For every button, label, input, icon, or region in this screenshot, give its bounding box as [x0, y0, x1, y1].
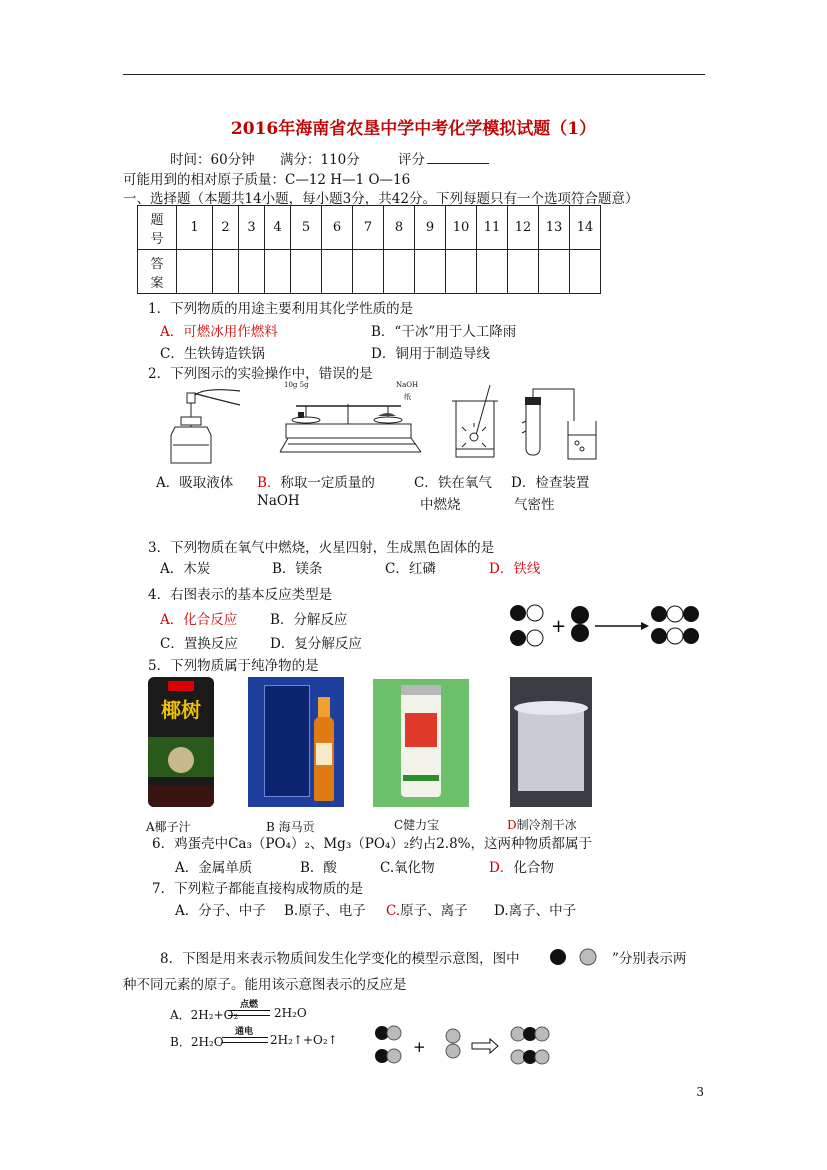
- q2-option-d-line2: 气密性: [514, 497, 555, 513]
- q5-option-c[interactable]: C健力宝: [394, 818, 440, 832]
- balance-naoh-label: NaOH: [396, 381, 419, 389]
- answer-cell[interactable]: [265, 250, 291, 294]
- q8-b-product: 2H₂↑+O₂↑: [270, 1033, 338, 1047]
- question-number: 4: [265, 206, 291, 250]
- q3-option-a[interactable]: A．木炭: [160, 561, 211, 577]
- q6-option-c[interactable]: C.氧化物: [380, 860, 435, 876]
- q2-option-d[interactable]: D．检查装置: [511, 475, 590, 491]
- q4-option-c[interactable]: C．置换反应: [160, 636, 238, 652]
- q8-b-equals: [222, 1037, 268, 1043]
- section-heading: 一、选择题（本题共14小题，每小题3分，共42分。下列每题只有一个选项符合题意）: [123, 191, 639, 207]
- q5-option-b[interactable]: B 海马贡: [266, 820, 315, 834]
- q5-stem: 5．下列物质属于纯净物的是: [148, 658, 319, 674]
- q8-stem-line1-end: ”分别表示两: [612, 951, 687, 967]
- question-number: 12: [508, 206, 539, 250]
- answer-cell[interactable]: [177, 250, 213, 294]
- q8-stem-line1: 8．下图是用来表示物质间发生化学变化的模型示意图，图中: [160, 951, 520, 967]
- answer-cell[interactable]: [539, 250, 570, 294]
- dropper-figure: [165, 383, 245, 468]
- q6-option-b[interactable]: B．酸: [300, 860, 337, 876]
- q6-stem: 6．鸡蛋壳中Ca₃（PO₄）₂、Mg₃（PO₄）₂约占2.8%，这两种物质都属于: [152, 836, 593, 852]
- answer-cell[interactable]: [384, 250, 415, 294]
- q3-option-c[interactable]: C．红磷: [385, 561, 436, 577]
- q7-option-b[interactable]: B.原子、电子: [284, 903, 366, 919]
- question-number: 6: [322, 206, 353, 250]
- question-number: 1: [177, 206, 213, 250]
- table-row-label: 题号: [138, 206, 177, 250]
- answer-cell[interactable]: [477, 250, 508, 294]
- haimagong-image: [248, 677, 344, 807]
- q1-option-b[interactable]: B．“干冰”用于人工降雨: [371, 324, 517, 340]
- answer-table: [137, 205, 601, 294]
- q5-option-a[interactable]: A椰子汁: [146, 820, 191, 834]
- q8-b-condition: 通电: [235, 1027, 254, 1037]
- header-rule: [123, 74, 705, 75]
- can-brand-text: 椰树: [161, 698, 201, 722]
- q1-option-d[interactable]: D．铜用于制造导线: [371, 346, 490, 362]
- q1-stem: 1．下列物质的用途主要利用其化学性质的是: [148, 301, 414, 317]
- page-title: 2016年海南省农垦中学中考化学模拟试题（1）: [230, 119, 597, 139]
- question-number: 8: [384, 206, 415, 250]
- airtightness-figure: [520, 385, 600, 463]
- q7-option-c[interactable]: C.原子、离子: [386, 903, 468, 919]
- answer-cell[interactable]: [446, 250, 477, 294]
- q8-option-b[interactable]: B．2H₂O: [170, 1035, 224, 1049]
- q4-option-b[interactable]: B．分解反应: [270, 612, 348, 628]
- answer-cell[interactable]: [508, 250, 539, 294]
- q8-a-equals: [228, 1010, 270, 1016]
- balance-weights-label: 10g 5g: [284, 381, 309, 389]
- q4-reaction-diagram: [508, 600, 703, 650]
- question-number: 11: [477, 206, 508, 250]
- answer-cell[interactable]: [291, 250, 322, 294]
- atomic-mass: 可能用到的相对原子质量：C—12 H—1 O—16: [123, 172, 411, 188]
- full-score: 满分：110分: [280, 152, 360, 168]
- q8-stem-line2: 种不同元素的原子。能用该示意图表示的反应是: [123, 977, 407, 993]
- q6-option-a[interactable]: A．金属单质: [175, 860, 253, 876]
- grade-blank[interactable]: [427, 163, 489, 164]
- q2-option-b-line2: NaOH: [257, 493, 300, 509]
- dry-ice-image: [510, 677, 592, 807]
- question-number: 3: [239, 206, 265, 250]
- svg-text:+: +: [551, 616, 567, 637]
- q3-option-b[interactable]: B．镁条: [272, 561, 323, 577]
- question-number: 13: [539, 206, 570, 250]
- table-row-label: 答案: [138, 250, 177, 294]
- page-number: 3: [696, 1085, 704, 1099]
- q2-stem: 2．下列图示的实验操作中，错误的是: [148, 366, 373, 382]
- balance-paper-label: 纸: [404, 393, 411, 401]
- q2-option-b[interactable]: B．称取一定质量的: [257, 475, 375, 491]
- answer-cell[interactable]: [213, 250, 239, 294]
- q6-option-d[interactable]: D．化合物: [489, 860, 554, 876]
- q8-a-condition: 点燃: [240, 1000, 259, 1010]
- exam-time: 时间：60分钟: [170, 152, 255, 168]
- question-number: 7: [353, 206, 384, 250]
- answer-cell[interactable]: [353, 250, 384, 294]
- answer-cell[interactable]: [415, 250, 446, 294]
- q1-option-a[interactable]: A．可燃冰用作燃料: [160, 324, 278, 340]
- q3-stem: 3．下列物质在氧气中燃烧，火星四射，生成黑色固体的是: [148, 540, 495, 556]
- question-number: 2: [213, 206, 239, 250]
- grade-label: 评分: [398, 152, 425, 168]
- q4-stem: 4．右图表示的基本反应类型是: [148, 587, 333, 603]
- iron-burning-figure: [448, 383, 503, 463]
- q7-stem: 7．下列粒子都能直接构成物质的是: [152, 881, 364, 897]
- answer-cell[interactable]: [570, 250, 601, 294]
- q8-a-product: 2H₂O: [274, 1006, 307, 1020]
- question-number: 5: [291, 206, 322, 250]
- q8-atom-legend: [548, 947, 603, 967]
- q3-option-d[interactable]: D．铁线: [489, 561, 541, 577]
- q2-option-a[interactable]: A．吸取液体: [156, 475, 234, 491]
- q8-reaction-diagram: [372, 1023, 557, 1071]
- q5-option-d[interactable]: D制冷剂干冰: [507, 818, 577, 832]
- question-number: 10: [446, 206, 477, 250]
- jianlibao-image: [373, 679, 469, 807]
- answer-cell[interactable]: [322, 250, 353, 294]
- q2-option-c-line2: 中燃烧: [420, 497, 461, 513]
- answer-cell[interactable]: [239, 250, 265, 294]
- q2-option-c[interactable]: C．铁在氧气: [414, 475, 492, 491]
- svg-text:+: +: [413, 1038, 426, 1056]
- q8-option-a[interactable]: A．2H₂+O₂: [170, 1008, 239, 1022]
- q7-option-a[interactable]: A．分子、中子: [175, 903, 266, 919]
- question-number: 9: [415, 206, 446, 250]
- q7-option-d[interactable]: D.离子、中子: [494, 903, 577, 919]
- q4-option-a[interactable]: A．化合反应: [160, 612, 238, 628]
- q1-option-c[interactable]: C．生铁铸造铁锅: [160, 346, 265, 362]
- question-number: 14: [570, 206, 601, 250]
- q4-option-d[interactable]: D．复分解反应: [270, 636, 362, 652]
- coconut-juice-image: [148, 677, 214, 807]
